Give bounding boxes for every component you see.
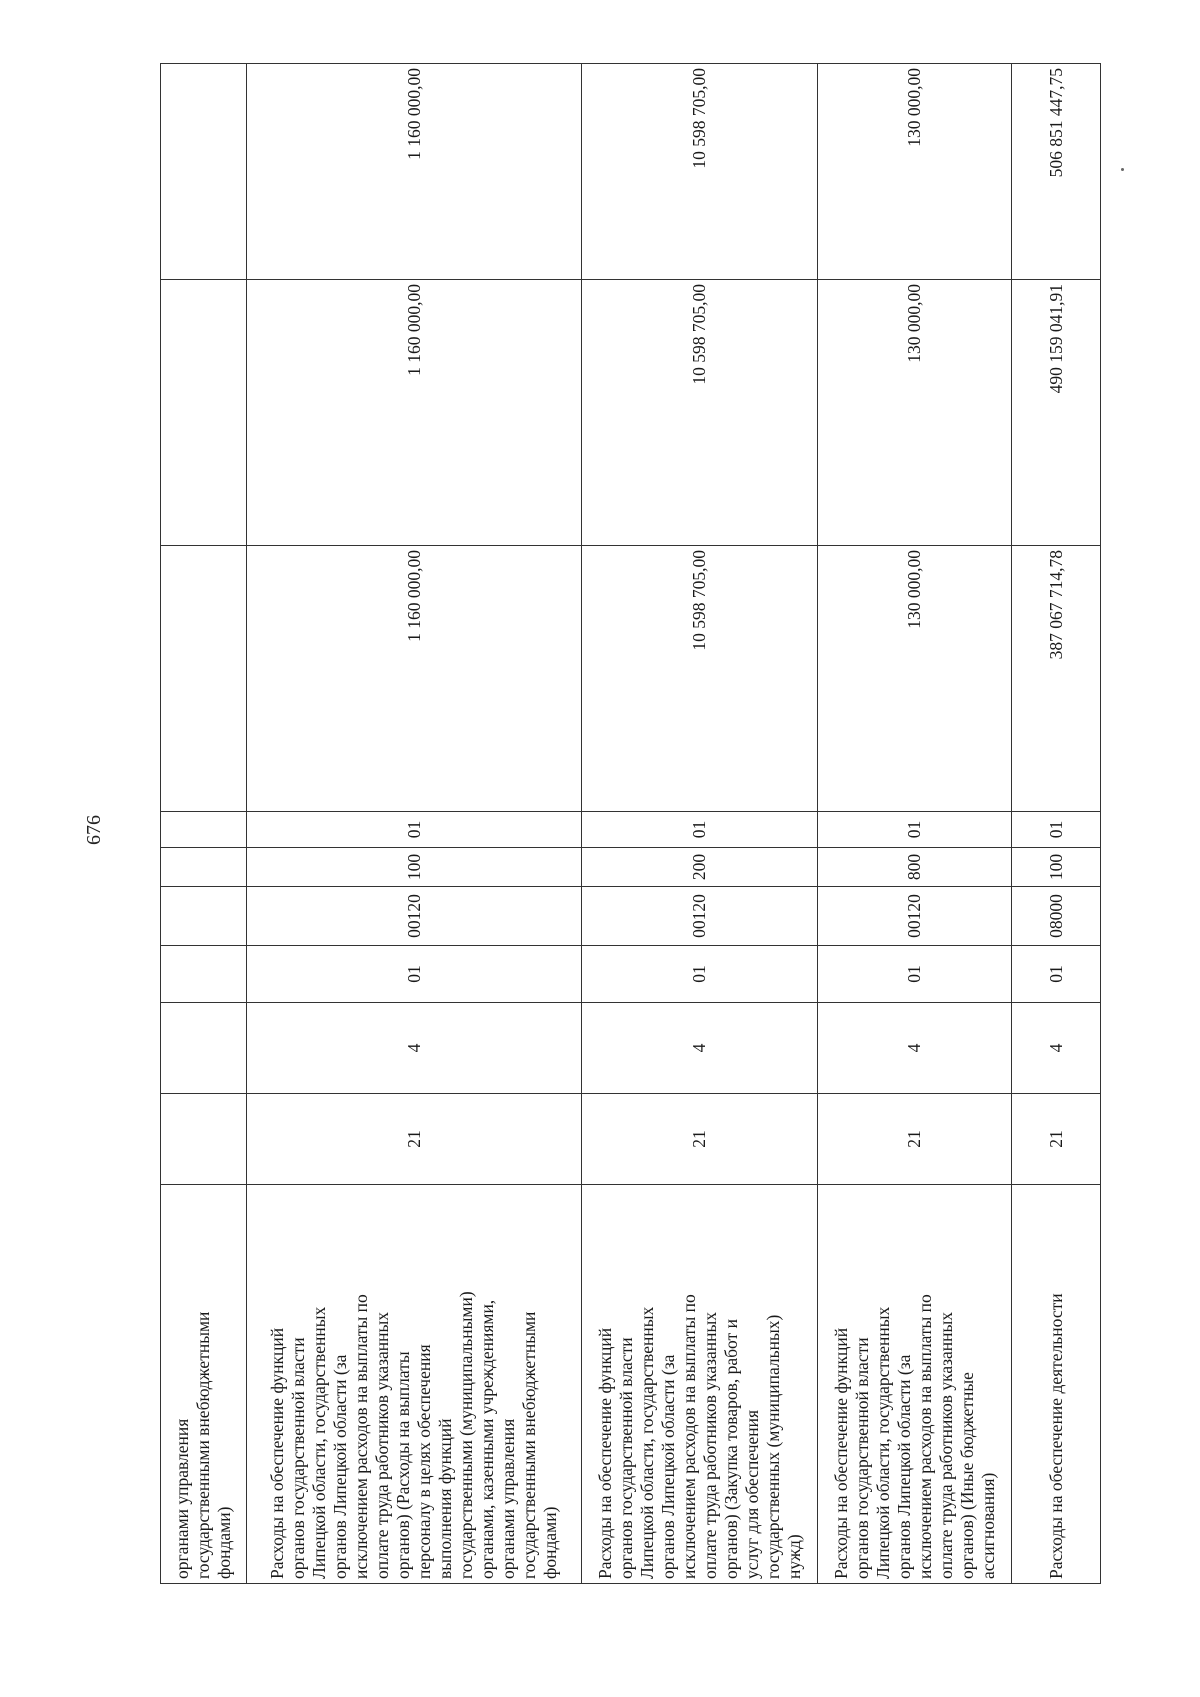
code-cell: 21 xyxy=(1012,1094,1101,1185)
amount-cell: 130 000,00 xyxy=(818,546,1012,812)
amount-cell: 1 160 000,00 xyxy=(247,64,582,280)
code-cell xyxy=(161,887,247,946)
amount-cell: 490 159 041,91 xyxy=(1012,280,1101,546)
scan-speck xyxy=(1121,168,1124,171)
amount-cell: 10 598 705,00 xyxy=(582,64,818,280)
code-cell: 100 xyxy=(1012,848,1101,887)
code-cell: 01 xyxy=(1012,946,1101,1003)
code-cell: 4 xyxy=(582,1003,818,1094)
page-number: 676 xyxy=(83,815,105,845)
amount-cell: 10 598 705,00 xyxy=(582,546,818,812)
amount-cell: 130 000,00 xyxy=(818,64,1012,280)
code-cell: 4 xyxy=(1012,1003,1101,1094)
code-cell: 00120 xyxy=(582,887,818,946)
table-row xyxy=(818,64,1012,1584)
table-row xyxy=(1012,64,1101,1584)
amount-cell: 10 598 705,00 xyxy=(582,280,818,546)
code-cell: 01 xyxy=(582,812,818,848)
code-cell xyxy=(161,1003,247,1094)
amount-cell: 506 851 447,75 xyxy=(1012,64,1101,280)
code-cell: 01 xyxy=(818,812,1012,848)
amount-cell xyxy=(161,546,247,812)
row-description: Расходы на обеспечение функций органов государственной власти Липецкой области, государственных органов Липецкой области (за исключением расходов на выплаты по оплате труда работников указанных органов) (Закупка товаров, работ и услуг для обеспечения государственных (муниципальных) нужд) xyxy=(582,1185,818,1584)
code-cell: 08000 xyxy=(1012,887,1101,946)
table-row xyxy=(247,64,582,1584)
table-row xyxy=(582,64,818,1584)
rotated-page-content xyxy=(160,64,1100,1584)
row-description: Расходы на обеспечение функций органов государственной власти Липецкой области, государственных органов Липецкой области (за исключением расходов на выплаты по оплате труда работников указанных органов) (Иные бюджетные ассигнования) xyxy=(818,1185,1012,1584)
code-cell: 800 xyxy=(818,848,1012,887)
budget-table xyxy=(160,63,1101,1584)
amount-cell: 130 000,00 xyxy=(818,280,1012,546)
code-cell: 00120 xyxy=(247,887,582,946)
code-cell: 01 xyxy=(818,946,1012,1003)
amount-cell xyxy=(161,280,247,546)
row-description: органами управления государственными внебюджетными фондами) xyxy=(161,1185,247,1584)
code-cell xyxy=(161,812,247,848)
amount-cell xyxy=(161,64,247,280)
code-cell: 21 xyxy=(582,1094,818,1185)
amount-cell: 387 067 714,78 xyxy=(1012,546,1101,812)
code-cell: 100 xyxy=(247,848,582,887)
code-cell: 01 xyxy=(247,812,582,848)
code-cell: 4 xyxy=(818,1003,1012,1094)
code-cell: 01 xyxy=(1012,812,1101,848)
code-cell xyxy=(161,946,247,1003)
code-cell xyxy=(161,848,247,887)
code-cell: 21 xyxy=(818,1094,1012,1185)
code-cell: 01 xyxy=(582,946,818,1003)
row-description: Расходы на обеспечение функций органов государственной власти Липецкой области, государственных органов Липецкой области (за исключением расходов на выплаты по оплате труда работников указанных органов) (Расходы на выплаты персоналу в целях обеспечения выполнения функций государственными (муниципальными) органами, казенными учреждениями, органами управления государственными внебюджетными фондами) xyxy=(247,1185,582,1584)
code-cell: 00120 xyxy=(818,887,1012,946)
table-row xyxy=(161,64,247,1584)
code-cell: 4 xyxy=(247,1003,582,1094)
row-description: Расходы на обеспечение деятельности xyxy=(1012,1185,1101,1584)
code-cell xyxy=(161,1094,247,1185)
amount-cell: 1 160 000,00 xyxy=(247,546,582,812)
code-cell: 200 xyxy=(582,848,818,887)
code-cell: 21 xyxy=(247,1094,582,1185)
code-cell: 01 xyxy=(247,946,582,1003)
amount-cell: 1 160 000,00 xyxy=(247,280,582,546)
